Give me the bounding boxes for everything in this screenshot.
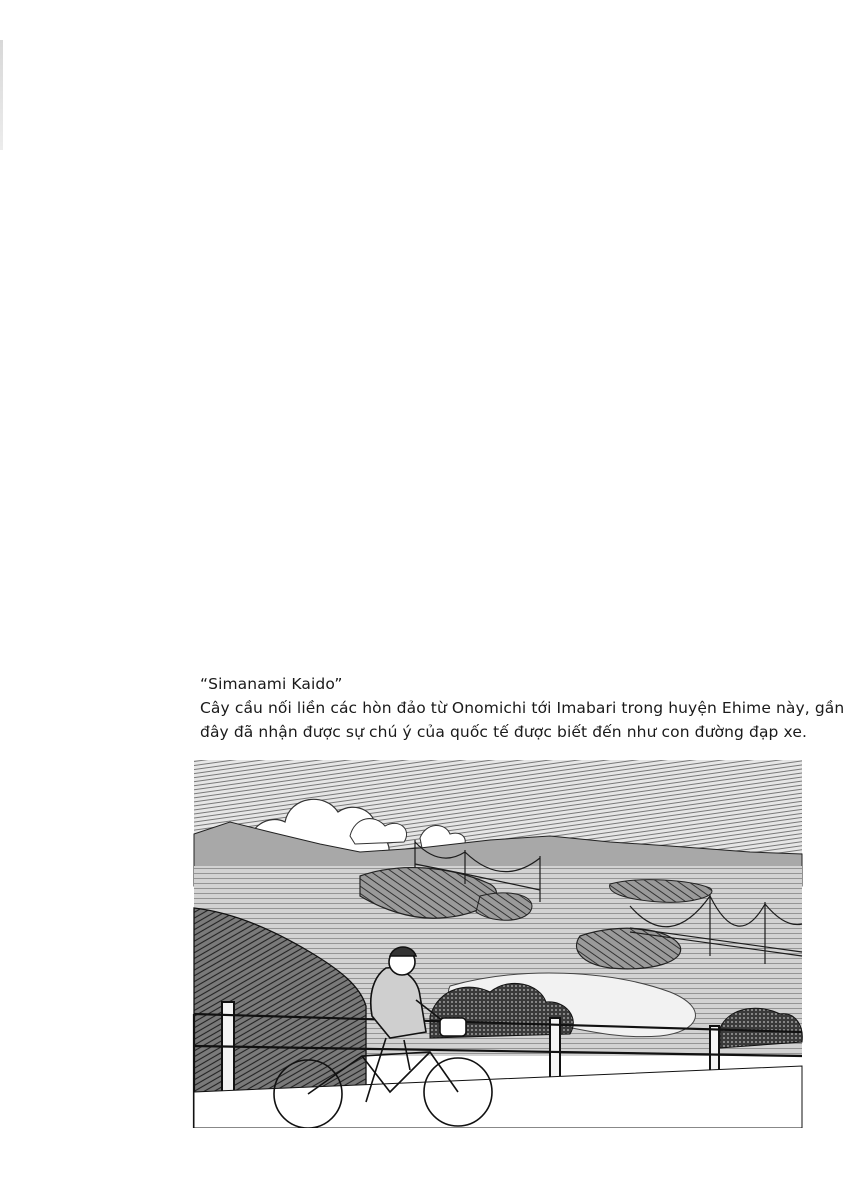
island-shape (476, 893, 532, 920)
illustration-panel (190, 756, 806, 1128)
caption-line-1: Cây cầu nối liền các hòn đảo từ Onomichi tới Imabari trong huyện Ehime này, gần (200, 699, 845, 717)
island-shape (577, 928, 681, 969)
page-edge-mark (0, 40, 3, 150)
bridge-landscape-drawing (190, 756, 806, 1128)
caption-title: “Simanami Kaido” (200, 675, 343, 693)
caption-line-2: đây đã nhận được sự chú ý của quốc tế được biết đến như con đường đạp xe. (200, 723, 807, 741)
caption-block (200, 672, 845, 744)
